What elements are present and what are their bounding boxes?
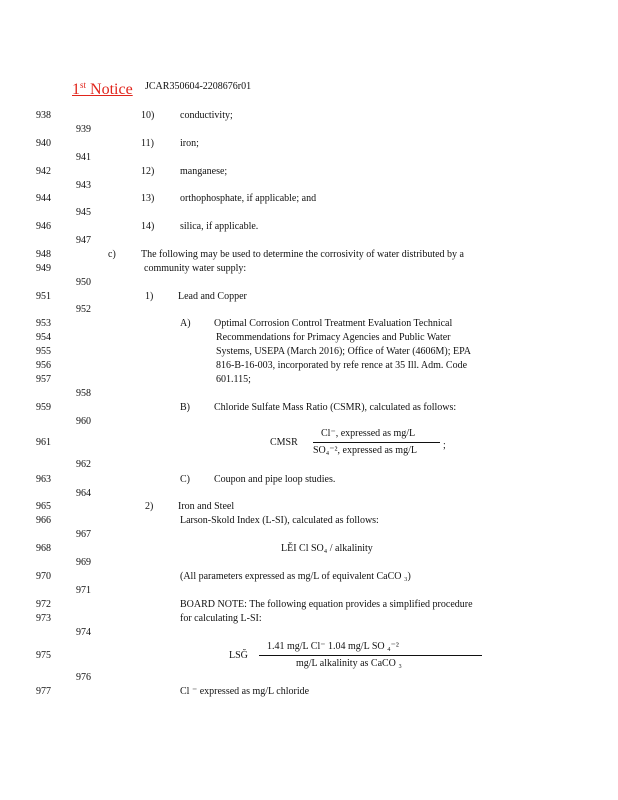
formula-semicolon: ; (443, 440, 446, 451)
line-number: 942 (36, 166, 51, 177)
line-number: 947 (76, 235, 91, 246)
line-number: 941 (76, 152, 91, 163)
line-number: 968 (36, 543, 51, 554)
line-number: 960 (76, 416, 91, 427)
line-number: 975 (36, 650, 51, 661)
line-number: 964 (76, 488, 91, 499)
line-number: 945 (76, 207, 91, 218)
line-number: 944 (36, 193, 51, 204)
item-number: A) (180, 318, 191, 329)
line-number: 963 (36, 474, 51, 485)
line-number: 973 (36, 613, 51, 624)
line-number: 952 (76, 304, 91, 315)
item-text: Systems, USEPA (March 2016); Office of Water (4606M); EPA (216, 346, 472, 357)
board-note-text: for calculating L-SI: (180, 613, 262, 624)
item-number: 14) (141, 221, 155, 232)
line-number: 977 (36, 686, 51, 697)
formula-label: LSĞ (229, 650, 248, 661)
item-number: 1) (145, 291, 154, 302)
line-number: 972 (36, 599, 51, 610)
formula-lsi: LĚI Cl SO₄ / alkalinity (281, 543, 373, 554)
line-number: 946 (36, 221, 51, 232)
formula-numerator: 1.41 mg/L Cl⁻ 1.04 mg/L SO ₄⁻² (267, 641, 399, 652)
line-number: 969 (76, 557, 91, 568)
notice-word: Notice (90, 81, 133, 98)
item-text: conductivity; (180, 110, 233, 121)
line-number: 967 (76, 529, 91, 540)
notice-label (72, 76, 133, 99)
line-number: 976 (76, 672, 91, 683)
line-number: 938 (36, 110, 51, 121)
item-text: manganese; (180, 166, 228, 177)
line-number: 948 (36, 249, 51, 260)
formula-denominator: SO₄⁻², expressed as mg/L (313, 445, 417, 456)
line-number: 939 (76, 124, 91, 135)
board-note-text: BOARD NOTE: The following equation provides a simplified procedure (180, 599, 473, 610)
item-text: Iron and Steel (178, 501, 235, 512)
item-text: Recommendations for Primacy Agencies and Public Water (216, 332, 451, 343)
formula-denominator: mg/L alkalinity as CaCO ₃ (296, 658, 402, 669)
line-number: 959 (36, 402, 51, 413)
line-number: 951 (36, 291, 51, 302)
params-text: (All parameters expressed as mg/L of equivalent CaCO ₃) (180, 571, 411, 582)
line-number: 956 (36, 360, 51, 371)
item-number: 2) (145, 501, 154, 512)
item-text: Lead and Copper (178, 291, 247, 302)
formula-numerator: Cl⁻, expressed as mg/L (321, 428, 416, 439)
line-number: 957 (36, 374, 51, 385)
item-number: C) (180, 474, 190, 485)
item-text: silica, if applicable. (180, 221, 259, 232)
line-number: 974 (76, 627, 91, 638)
line-number: 950 (76, 277, 91, 288)
subsection-number: c) (108, 249, 116, 260)
line-number: 961 (36, 437, 51, 448)
line-number: 958 (76, 388, 91, 399)
line-number: 971 (76, 585, 91, 596)
line-number: 970 (36, 571, 51, 582)
item-text: 816-B-16-003, incorporated by refe rence at 35 Ill. Adm. Code (216, 360, 468, 371)
item-number: 12) (141, 166, 155, 177)
item-number: 10) (141, 110, 155, 121)
item-number: 13) (141, 193, 155, 204)
subsection-text: The following may be used to determine the corrosivity of water distributed by a (141, 249, 464, 260)
item-text: Chloride Sulfate Mass Ratio (CSMR), calculated as follows: (214, 402, 457, 413)
line-number: 962 (76, 459, 91, 470)
item-text: Optimal Corrosion Control Treatment Evaluation Technical (214, 318, 453, 329)
item-text: Coupon and pipe loop studies. (214, 474, 336, 485)
line-number: 966 (36, 515, 51, 526)
item-text: Cl ⁻ expressed as mg/L chloride (180, 686, 310, 697)
line-number: 955 (36, 346, 51, 357)
line-number: 954 (36, 332, 51, 343)
item-number: B) (180, 402, 190, 413)
item-text: 601.115; (216, 374, 251, 385)
line-number: 940 (36, 138, 51, 149)
line-number: 943 (76, 180, 91, 191)
item-text: orthophosphate, if applicable; and (180, 193, 317, 204)
item-text: Larson-Skold Index (L-SI), calculated as follows: (180, 515, 379, 526)
line-number: 953 (36, 318, 51, 329)
fraction-bar (259, 655, 482, 656)
notice-superscript: st (80, 80, 87, 90)
subsection-text: community water supply: (144, 263, 247, 274)
item-number: 11) (141, 138, 154, 149)
formula-label: CMSR (270, 437, 298, 448)
fraction-bar (313, 442, 440, 443)
item-text: iron; (180, 138, 199, 149)
line-number: 949 (36, 263, 51, 274)
notice-number: 1 (72, 81, 80, 98)
document-id: JCAR350604-2208676r01 (145, 81, 252, 92)
line-number: 965 (36, 501, 51, 512)
